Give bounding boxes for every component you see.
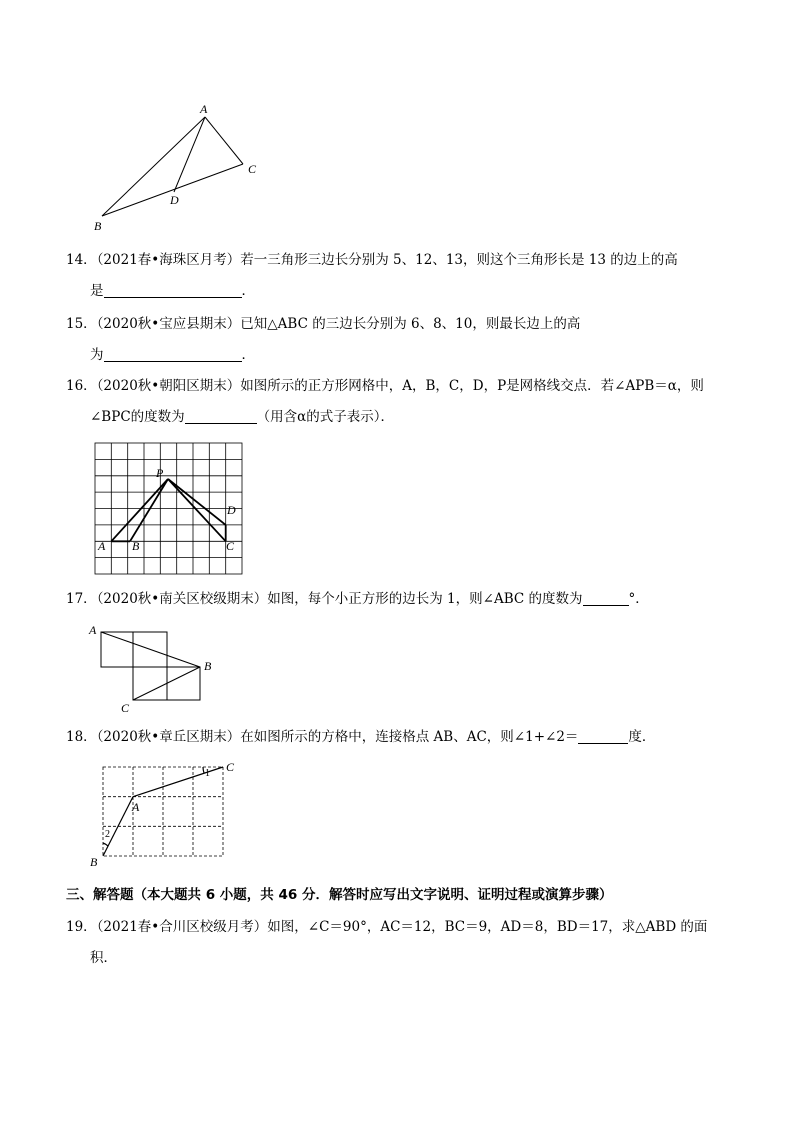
question-text-prefix: ∠BPC的度数为 (90, 409, 185, 425)
question-source: （2021春•合川区校级月考） (96, 919, 268, 935)
angle-label-2: 2 (105, 829, 110, 840)
label-c: C (248, 162, 257, 176)
square-grid-figure (90, 440, 250, 580)
question-source: （2020秋•南关区校级期末） (96, 591, 268, 607)
question-text-prefix: 为 (90, 347, 104, 363)
question-text-prefix: 在如图所示的方格中，连接格点 AB、AC，则∠1+∠2＝ (240, 729, 579, 745)
label-b: B (94, 219, 102, 233)
answer-blank (104, 282, 242, 298)
label-b: B (90, 855, 98, 869)
label-d: D (227, 503, 236, 517)
question-text: 如图，∠C＝90°，AC＝12，BC＝9，AD＝8，BD＝17，求△ABD 的面 (267, 919, 708, 935)
label-d: D (170, 193, 179, 207)
question-16 (66, 371, 722, 433)
question-number: 15． (66, 316, 97, 332)
question-text-continued: 积． (90, 950, 117, 966)
question-source: （2020秋•朝阳区期末） (96, 378, 241, 394)
label-c: C (226, 539, 235, 553)
question-18 (66, 722, 722, 753)
question-text-suffix: （用含α的式子表示）． (256, 409, 395, 425)
label-a: A (200, 102, 208, 116)
question-text-suffix: °． (628, 591, 649, 607)
answer-blank (104, 346, 242, 362)
answer-blank (583, 590, 629, 606)
angle-label-1: 1 (205, 768, 210, 779)
question-text: 若一三角形三边长分别为 5、12、13，则这个三角形长是 13 的边上的高 (240, 252, 678, 268)
answer-blank (185, 408, 257, 424)
question-14 (66, 245, 722, 307)
question-text-prefix: 如图，每个小正方形的边长为 1，则∠ABC 的度数为 (267, 591, 583, 607)
label-a: A (98, 539, 106, 553)
triangle-abd-figure (88, 100, 278, 240)
question-number: 19． (66, 919, 97, 935)
unit-squares-figure (86, 620, 226, 716)
label-a: A (132, 800, 140, 814)
label-c: C (121, 701, 130, 715)
question-text-suffix: ． (241, 347, 255, 363)
question-text-suffix: 度． (628, 729, 656, 745)
section-heading: 三、解答题（本大题共 6 小题，共 46 分．解答时应写出文字说明、证明过程或演算步骤） (66, 887, 613, 903)
label-c: C (226, 760, 235, 774)
label-a: A (89, 623, 97, 637)
question-text-prefix: 是 (90, 283, 104, 299)
question-number: 18． (66, 729, 97, 745)
question-15 (66, 309, 722, 371)
question-17 (66, 584, 722, 615)
question-text: 如图所示的正方形网格中，A，B，C，D，P是网格线交点．若∠APB＝α，则 (240, 378, 704, 394)
dashed-grid-figure (86, 757, 246, 869)
label-p: P (156, 466, 164, 480)
question-text: 已知△ABC 的三边长分别为 6、8、10，则最长边上的高 (240, 316, 581, 332)
question-text-suffix: ． (241, 283, 255, 299)
label-b: B (204, 659, 212, 673)
question-number: 16． (66, 378, 97, 394)
question-source: （2020秋•宝应县期末） (96, 316, 241, 332)
question-number: 17． (66, 591, 97, 607)
label-b: B (132, 539, 140, 553)
question-19 (66, 912, 722, 974)
question-source: （2020秋•章丘区期末） (96, 729, 241, 745)
answer-blank (578, 728, 628, 744)
question-source: （2021春•海珠区月考） (96, 252, 241, 268)
question-number: 14． (66, 252, 97, 268)
